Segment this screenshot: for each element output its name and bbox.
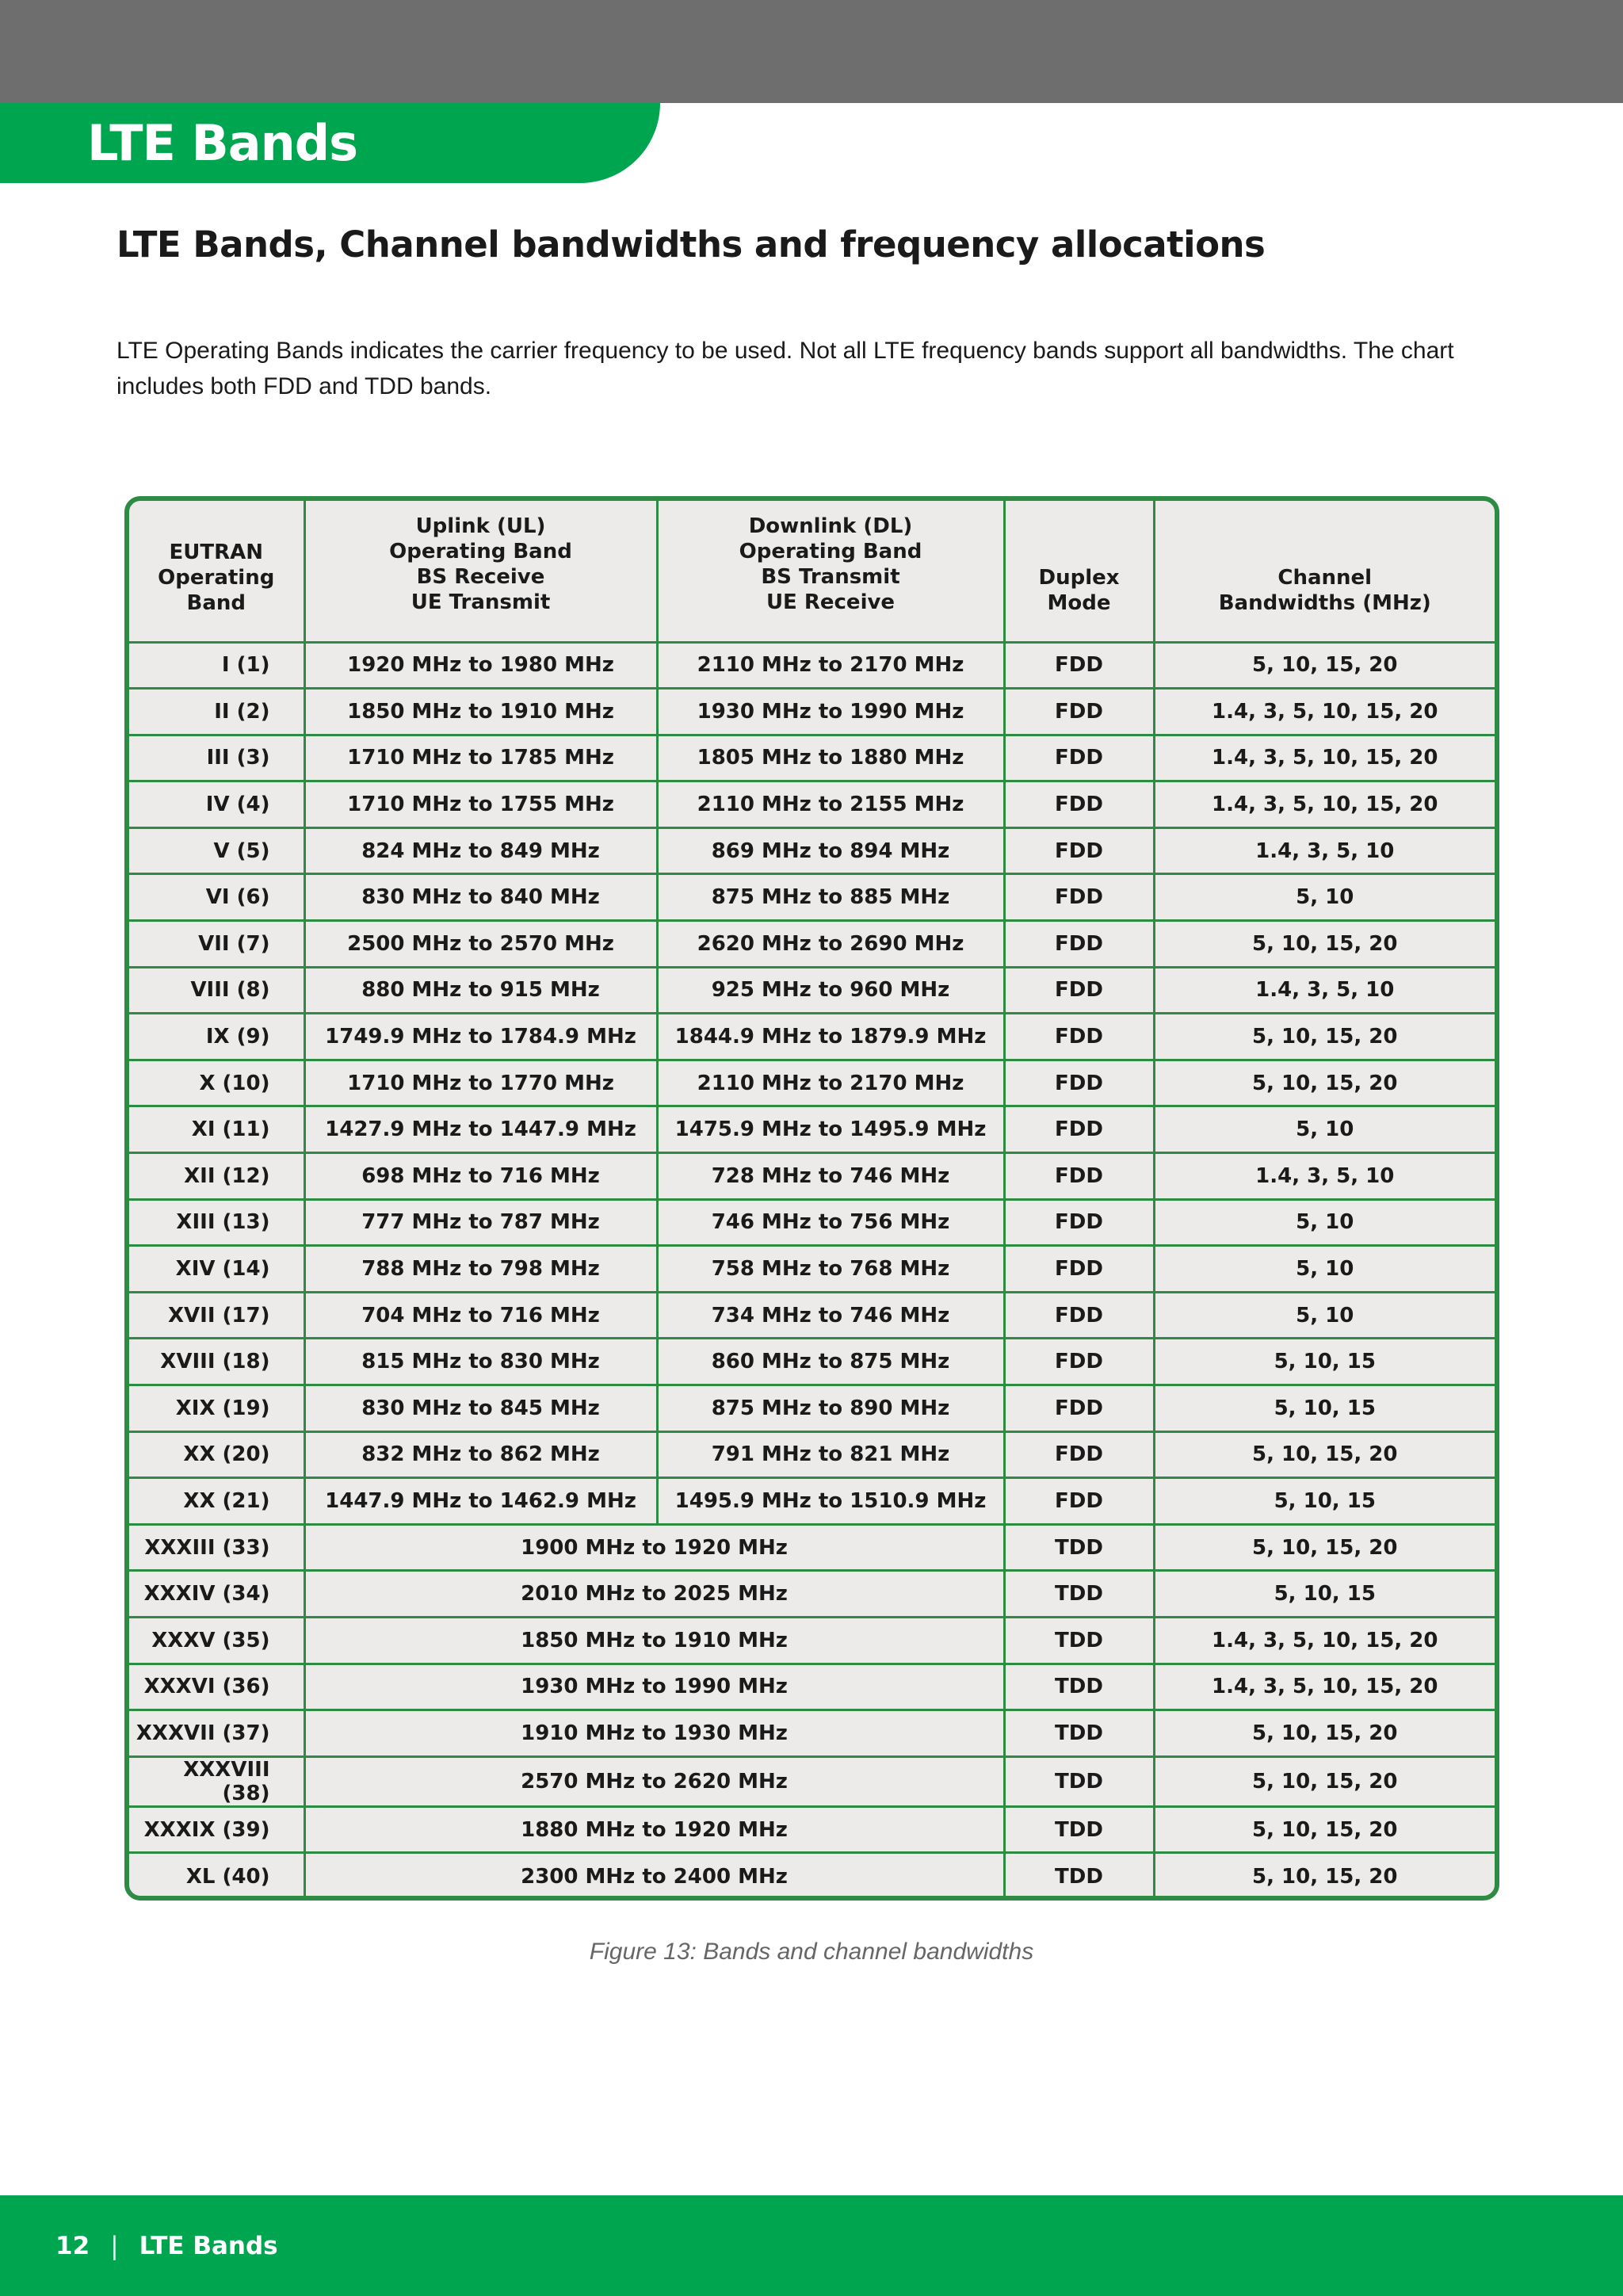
cell-bandwidths: 5, 10, 15, 20	[1154, 1431, 1495, 1478]
header-duplex-mode	[1004, 501, 1154, 642]
header-line: Bandwidths (MHz)	[1218, 590, 1431, 615]
cell-duplex: FDD	[1004, 967, 1154, 1014]
header-line: Operating Band	[158, 565, 275, 615]
cell-uplink: 880 MHz to 915 MHz	[304, 967, 657, 1014]
cell-band: III (3)	[129, 735, 304, 781]
top-bar	[0, 0, 1623, 103]
table-row	[129, 1292, 1495, 1339]
cell-band: XIII (13)	[129, 1199, 304, 1246]
header-line: UE Transmit	[411, 590, 551, 614]
cell-band: XXXIV (34)	[129, 1571, 304, 1618]
header-line: BS Receive	[416, 565, 545, 589]
cell-frequency-range: 1930 MHz to 1990 MHz	[304, 1664, 1004, 1710]
header-line: BS Transmit	[761, 565, 900, 589]
cell-bandwidths: 5, 10	[1154, 1246, 1495, 1293]
cell-downlink: 1844.9 MHz to 1879.9 MHz	[657, 1014, 1004, 1060]
cell-downlink: 1930 MHz to 1990 MHz	[657, 689, 1004, 735]
header-line: Operating Band	[739, 540, 922, 563]
cell-uplink: 830 MHz to 840 MHz	[304, 874, 657, 921]
cell-duplex: FDD	[1004, 1106, 1154, 1153]
table-row	[129, 1199, 1495, 1246]
header-downlink	[657, 501, 1004, 642]
cell-band: IX (9)	[129, 1014, 304, 1060]
cell-bandwidths: 1.4, 3, 5, 10, 15, 20	[1154, 689, 1495, 735]
table-row	[129, 1106, 1495, 1153]
cell-duplex: TDD	[1004, 1710, 1154, 1757]
header-uplink	[304, 501, 657, 642]
cell-duplex: FDD	[1004, 1292, 1154, 1339]
cell-band: XIV (14)	[129, 1246, 304, 1293]
cell-bandwidths: 5, 10, 15	[1154, 1571, 1495, 1618]
cell-downlink: 1495.9 MHz to 1510.9 MHz	[657, 1478, 1004, 1525]
table-row	[129, 874, 1495, 921]
cell-band: XXXIX (39)	[129, 1806, 304, 1853]
cell-band: XII (12)	[129, 1153, 304, 1200]
cell-bandwidths: 5, 10, 15, 20	[1154, 1060, 1495, 1106]
table-row	[129, 1571, 1495, 1618]
cell-bandwidths: 1.4, 3, 5, 10, 15, 20	[1154, 735, 1495, 781]
cell-band: II (2)	[129, 689, 304, 735]
cell-downlink: 925 MHz to 960 MHz	[657, 967, 1004, 1014]
lte-bands-table-frame	[124, 496, 1499, 1901]
cell-frequency-range: 2010 MHz to 2025 MHz	[304, 1571, 1004, 1618]
cell-band: XI (11)	[129, 1106, 304, 1153]
cell-band: XIX (19)	[129, 1385, 304, 1432]
cell-downlink: 2110 MHz to 2170 MHz	[657, 1060, 1004, 1106]
cell-duplex: FDD	[1004, 1014, 1154, 1060]
cell-duplex: FDD	[1004, 1153, 1154, 1200]
cell-uplink: 777 MHz to 787 MHz	[304, 1199, 657, 1246]
cell-band: XL (40)	[129, 1853, 304, 1900]
cell-duplex: FDD	[1004, 781, 1154, 828]
page-heading: LTE Bands, Channel bandwidths and frequency allocations	[116, 223, 1266, 266]
cell-duplex: TDD	[1004, 1617, 1154, 1664]
cell-uplink: 830 MHz to 845 MHz	[304, 1385, 657, 1432]
header-line: EUTRAN	[169, 540, 263, 564]
cell-band: XXXVII (37)	[129, 1710, 304, 1757]
table-row	[129, 689, 1495, 735]
cell-downlink: 875 MHz to 885 MHz	[657, 874, 1004, 921]
cell-duplex: FDD	[1004, 1060, 1154, 1106]
header-line: Channel	[1277, 565, 1373, 590]
cell-frequency-range: 1910 MHz to 1930 MHz	[304, 1710, 1004, 1757]
cell-bandwidths: 5, 10, 15, 20	[1154, 1853, 1495, 1900]
table-row	[129, 1385, 1495, 1432]
cell-band: XXXVIII (38)	[129, 1756, 304, 1806]
header-eutran-band	[129, 501, 304, 642]
cell-duplex: FDD	[1004, 642, 1154, 689]
table-row	[129, 1664, 1495, 1710]
cell-downlink: 869 MHz to 894 MHz	[657, 827, 1004, 874]
cell-downlink: 2110 MHz to 2155 MHz	[657, 781, 1004, 828]
cell-duplex: TDD	[1004, 1806, 1154, 1853]
table-row	[129, 967, 1495, 1014]
table-row	[129, 1060, 1495, 1106]
header-line: Downlink (DL)	[748, 514, 913, 538]
cell-duplex: FDD	[1004, 1385, 1154, 1432]
header-line: UE Receive	[766, 590, 896, 614]
table-row	[129, 1806, 1495, 1853]
table-row	[129, 1756, 1495, 1806]
cell-downlink: 875 MHz to 890 MHz	[657, 1385, 1004, 1432]
cell-band: XX (21)	[129, 1478, 304, 1525]
cell-bandwidths: 1.4, 3, 5, 10, 15, 20	[1154, 781, 1495, 828]
lte-bands-table	[129, 501, 1495, 1899]
cell-uplink: 1710 MHz to 1770 MHz	[304, 1060, 657, 1106]
cell-frequency-range: 1900 MHz to 1920 MHz	[304, 1524, 1004, 1571]
cell-uplink: 815 MHz to 830 MHz	[304, 1339, 657, 1385]
cell-bandwidths: 5, 10, 15, 20	[1154, 1014, 1495, 1060]
section-title: LTE Bands	[87, 114, 357, 172]
cell-bandwidths: 5, 10, 15, 20	[1154, 1524, 1495, 1571]
cell-uplink: 788 MHz to 798 MHz	[304, 1246, 657, 1293]
cell-duplex: FDD	[1004, 1199, 1154, 1246]
table-row	[129, 1339, 1495, 1385]
cell-frequency-range: 2300 MHz to 2400 MHz	[304, 1853, 1004, 1900]
footer-bar	[0, 2195, 1623, 2296]
cell-uplink: 1920 MHz to 1980 MHz	[304, 642, 657, 689]
cell-bandwidths: 5, 10, 15, 20	[1154, 921, 1495, 968]
cell-bandwidths: 5, 10, 15	[1154, 1478, 1495, 1525]
cell-downlink: 2110 MHz to 2170 MHz	[657, 642, 1004, 689]
table-row	[129, 1853, 1495, 1900]
figure-caption: Figure 13: Bands and channel bandwidths	[589, 1939, 1034, 1965]
table-row	[129, 1710, 1495, 1757]
cell-duplex: TDD	[1004, 1571, 1154, 1618]
cell-downlink: 728 MHz to 746 MHz	[657, 1153, 1004, 1200]
cell-uplink: 1850 MHz to 1910 MHz	[304, 689, 657, 735]
footer-section: LTE Bands	[139, 2231, 278, 2260]
table-header-row	[129, 501, 1495, 642]
cell-band: X (10)	[129, 1060, 304, 1106]
table-row	[129, 1524, 1495, 1571]
cell-frequency-range: 1850 MHz to 1910 MHz	[304, 1617, 1004, 1664]
table-row	[129, 1014, 1495, 1060]
header-line: Uplink (UL)	[415, 514, 546, 538]
cell-band: IV (4)	[129, 781, 304, 828]
cell-duplex: FDD	[1004, 1339, 1154, 1385]
cell-downlink: 860 MHz to 875 MHz	[657, 1339, 1004, 1385]
cell-uplink: 824 MHz to 849 MHz	[304, 827, 657, 874]
cell-band: VI (6)	[129, 874, 304, 921]
table-row	[129, 1431, 1495, 1478]
cell-uplink: 1710 MHz to 1785 MHz	[304, 735, 657, 781]
cell-duplex: FDD	[1004, 1246, 1154, 1293]
cell-band: I (1)	[129, 642, 304, 689]
cell-bandwidths: 5, 10, 15, 20	[1154, 642, 1495, 689]
cell-band: XX (20)	[129, 1431, 304, 1478]
cell-band: XVIII (18)	[129, 1339, 304, 1385]
cell-bandwidths: 5, 10, 15	[1154, 1385, 1495, 1432]
cell-bandwidths: 5, 10, 15, 20	[1154, 1756, 1495, 1806]
table-row	[129, 1617, 1495, 1664]
cell-downlink: 1805 MHz to 1880 MHz	[657, 735, 1004, 781]
cell-bandwidths: 1.4, 3, 5, 10, 15, 20	[1154, 1617, 1495, 1664]
footer-separator: |	[110, 2231, 119, 2260]
cell-duplex: TDD	[1004, 1853, 1154, 1900]
cell-downlink: 2620 MHz to 2690 MHz	[657, 921, 1004, 968]
table-row	[129, 827, 1495, 874]
cell-duplex: TDD	[1004, 1664, 1154, 1710]
table-row	[129, 921, 1495, 968]
table-row	[129, 1153, 1495, 1200]
table-row	[129, 642, 1495, 689]
cell-band: XVII (17)	[129, 1292, 304, 1339]
cell-bandwidths: 5, 10	[1154, 1292, 1495, 1339]
cell-band: XXXV (35)	[129, 1617, 304, 1664]
intro-paragraph: LTE Operating Bands indicates the carrier frequency to be used. Not all LTE frequency bands support all bandwidths. The chart includes both FDD and TDD bands.	[116, 338, 1454, 399]
cell-bandwidths: 1.4, 3, 5, 10, 15, 20	[1154, 1664, 1495, 1710]
cell-downlink: 746 MHz to 756 MHz	[657, 1199, 1004, 1246]
cell-duplex: TDD	[1004, 1756, 1154, 1806]
section-title-tab	[0, 103, 660, 183]
cell-band: XXXIII (33)	[129, 1524, 304, 1571]
cell-frequency-range: 1880 MHz to 1920 MHz	[304, 1806, 1004, 1853]
cell-duplex: FDD	[1004, 1431, 1154, 1478]
cell-duplex: FDD	[1004, 735, 1154, 781]
cell-duplex: FDD	[1004, 921, 1154, 968]
cell-bandwidths: 5, 10, 15	[1154, 1339, 1495, 1385]
cell-bandwidths: 1.4, 3, 5, 10	[1154, 1153, 1495, 1200]
cell-duplex: FDD	[1004, 689, 1154, 735]
header-line: Duplex Mode	[1038, 565, 1120, 615]
cell-bandwidths: 5, 10	[1154, 874, 1495, 921]
cell-duplex: TDD	[1004, 1524, 1154, 1571]
header-line: Operating Band	[389, 540, 572, 563]
page-number: 12	[55, 2231, 90, 2260]
cell-bandwidths: 5, 10	[1154, 1106, 1495, 1153]
cell-uplink: 1749.9 MHz to 1784.9 MHz	[304, 1014, 657, 1060]
cell-bandwidths: 5, 10	[1154, 1199, 1495, 1246]
cell-band: V (5)	[129, 827, 304, 874]
cell-uplink: 832 MHz to 862 MHz	[304, 1431, 657, 1478]
table-row	[129, 781, 1495, 828]
cell-uplink: 1427.9 MHz to 1447.9 MHz	[304, 1106, 657, 1153]
cell-bandwidths: 1.4, 3, 5, 10	[1154, 967, 1495, 1014]
cell-duplex: FDD	[1004, 874, 1154, 921]
cell-downlink: 734 MHz to 746 MHz	[657, 1292, 1004, 1339]
cell-uplink: 704 MHz to 716 MHz	[304, 1292, 657, 1339]
table-row	[129, 1478, 1495, 1525]
cell-bandwidths: 1.4, 3, 5, 10	[1154, 827, 1495, 874]
cell-uplink: 1447.9 MHz to 1462.9 MHz	[304, 1478, 657, 1525]
cell-band: VIII (8)	[129, 967, 304, 1014]
table-row	[129, 1246, 1495, 1293]
table-body	[129, 642, 1495, 1899]
cell-downlink: 1475.9 MHz to 1495.9 MHz	[657, 1106, 1004, 1153]
cell-uplink: 2500 MHz to 2570 MHz	[304, 921, 657, 968]
cell-bandwidths: 5, 10, 15, 20	[1154, 1806, 1495, 1853]
table-row	[129, 735, 1495, 781]
cell-band: VII (7)	[129, 921, 304, 968]
cell-uplink: 698 MHz to 716 MHz	[304, 1153, 657, 1200]
cell-downlink: 791 MHz to 821 MHz	[657, 1431, 1004, 1478]
cell-bandwidths: 5, 10, 15, 20	[1154, 1710, 1495, 1757]
cell-band: XXXVI (36)	[129, 1664, 304, 1710]
cell-downlink: 758 MHz to 768 MHz	[657, 1246, 1004, 1293]
header-channel-bandwidths	[1154, 501, 1495, 642]
cell-duplex: FDD	[1004, 1478, 1154, 1525]
cell-uplink: 1710 MHz to 1755 MHz	[304, 781, 657, 828]
cell-duplex: FDD	[1004, 827, 1154, 874]
cell-frequency-range: 2570 MHz to 2620 MHz	[304, 1756, 1004, 1806]
